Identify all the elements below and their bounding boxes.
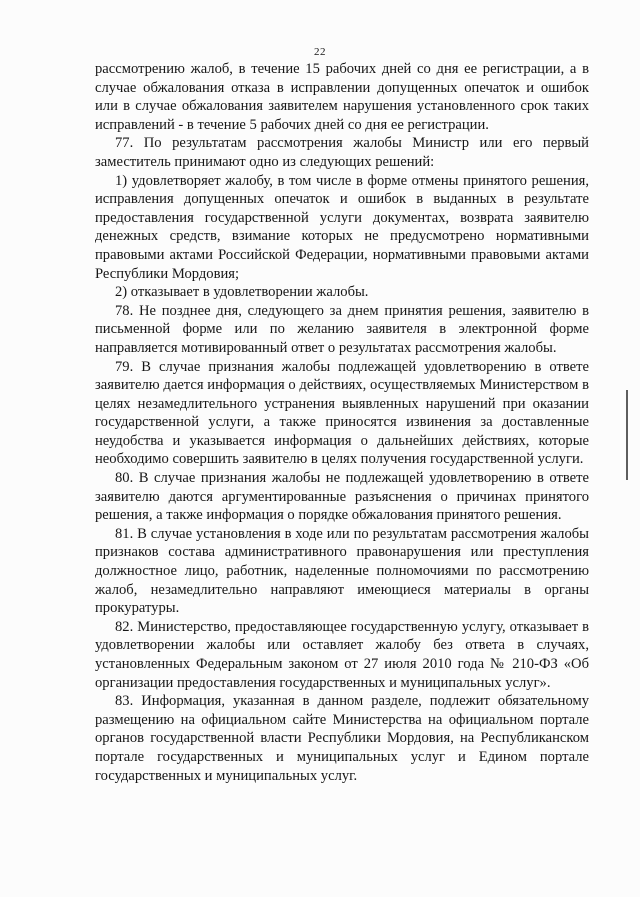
scan-edge-mark	[626, 390, 628, 480]
paragraph-82: 82. Министерство, предоставляющее государственную услугу, отказывает в удовлетворении жалобы или оставляет жалобу без ответа в случаях, установленных Федеральным законом от 27 июля 2010 года № 210-ФЗ «Об организации предоставления государственных и муниципальных услуг».	[95, 618, 589, 691]
paragraph-79: 79. В случае признания жалобы подлежащей удовлетворению в ответе заявителю дается информация о действиях, осуществляемых Министерством в целях незамедлительного устранения выявленных нарушений при оказании государственной услуги, а также приносятся извинения за доставленные неудобства и указывается информация о дальнейших действиях, которые необходимо совершить заявителю в целях получения государственной услуги.	[95, 358, 589, 468]
paragraph-81: 81. В случае установления в ходе или по результатам рассмотрения жалобы признаков состава административного правонарушения или преступления должностное лицо, работник, наделенные полномочиями по рассмотрению жалоб, незамедлительно направляют имеющиеся материалы в органы прокуратуры.	[95, 525, 589, 617]
paragraph-77-item-2: 2) отказывает в удовлетворении жалобы.	[115, 284, 369, 301]
paragraph-continuation: рассмотрению жалоб, в течение 15 рабочих дней со дня ее регистрации, а в случае обжалования отказа в исправлении допущенных опечаток и ошибок или в случае обжалования заявителем нарушения установленного срок таких исправлений - в течение 5 рабочих дней со дня ее регистрации.	[95, 61, 589, 133]
paragraph-80: 80. В случае признания жалобы не подлежащей удовлетворению в ответе заявителю даются аргументированные разъяснения о причинах принятого решения, а также информация о порядке обжалования принятого решения.	[95, 470, 589, 524]
paragraph-77-item-1: 1) удовлетворяет жалобу, в том числе в форме отмены принятого решения, исправления допущенных опечаток и ошибок в выданных в результате предоставления государственной услуги документах, возврата заявителю денежных средств, взимание которых не предусмотрено нормативными правовыми актами Российской Федерации, нормативными правовыми актами Республики Мордовия;	[95, 172, 589, 282]
paragraph-78: 78. Не позднее дня, следующего за днем принятия решения, заявителю в письменной форме или по желанию заявителя в электронной форме направляется мотивированный ответ о результатах рассмотрения жалобы.	[95, 302, 589, 356]
paragraph-83: 83. Информация, указанная в данном разделе, подлежит обязательному размещению на официальном сайте Министерства на официальном портале органов государственной власти Республики Мордовия, на Республиканском портале государственных и муниципальных услуг и Едином портале государственных и муниципальных услуг.	[95, 693, 589, 784]
document-body	[95, 60, 589, 785]
paragraph-77: 77. По результатам рассмотрения жалобы Министр или его первый заместитель принимают одно из следующих решений:	[95, 135, 589, 170]
page-number: 22	[314, 46, 326, 58]
